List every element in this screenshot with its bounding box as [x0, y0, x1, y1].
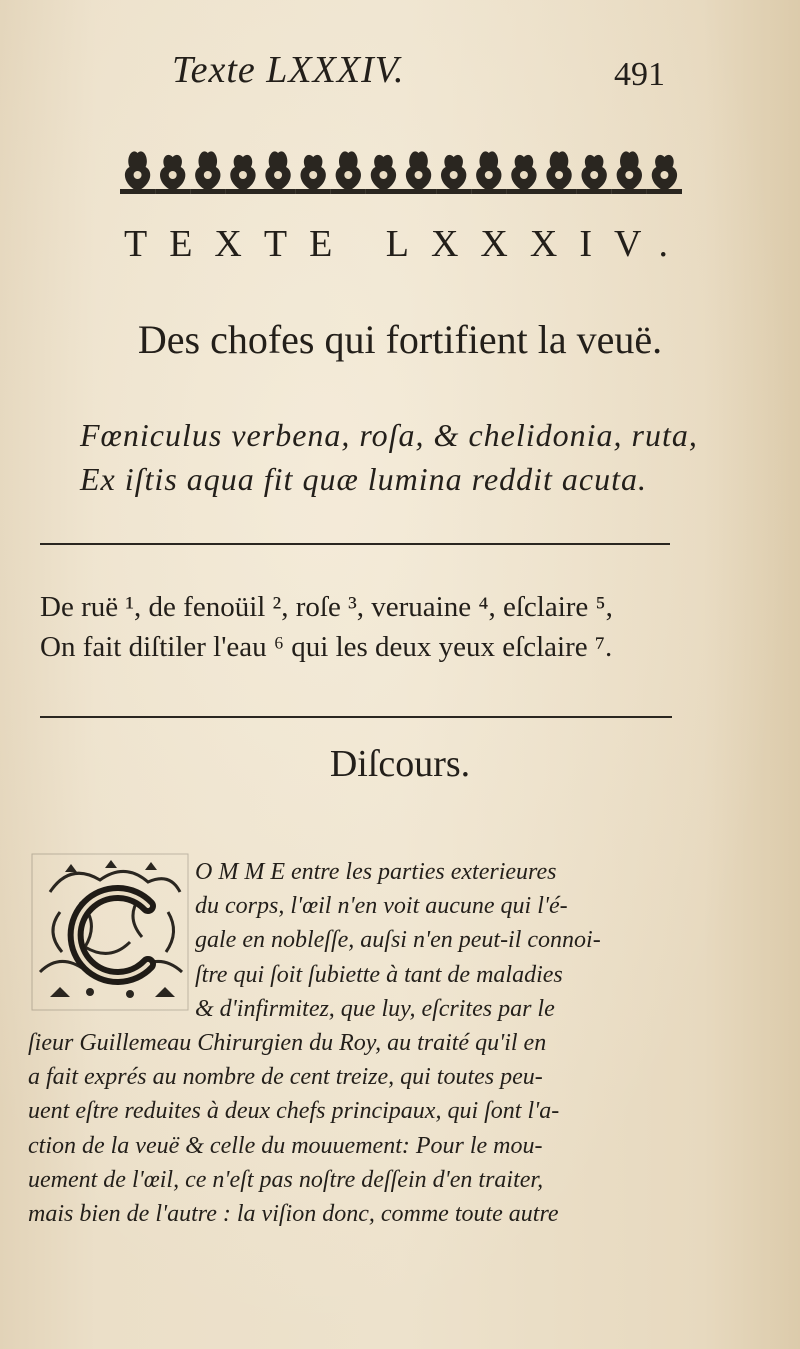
fleuron-motif — [542, 151, 577, 194]
fleuron-motif — [436, 155, 471, 194]
body-line: du corps, l'œil n'en voit aucune qui l'é- — [195, 893, 568, 920]
latin-verse-line: Fœniculus verbena, roſa, & chelidonia, ruta, — [80, 417, 698, 453]
body-line: ſieur Guillemeau Chirurgien du Roy, au traité qu'il en — [28, 1030, 547, 1057]
fleuron-band-icon — [120, 145, 682, 195]
horizontal-rule — [40, 716, 672, 718]
body-line: gale en nobleſſe, auſsi n'en peut-il connoi- — [195, 927, 601, 954]
fleuron-motif — [366, 155, 401, 194]
fleuron-motif — [261, 151, 296, 194]
discours-body — [28, 855, 728, 1231]
body-line: uent eſtre reduites à deux chefs principaux, qui ſont l'a- — [28, 1098, 560, 1125]
fleuron-motif — [471, 151, 506, 194]
body-line: ſtre qui ſoit ſubiette à tant de maladies — [195, 961, 563, 988]
latin-verse — [80, 413, 720, 501]
fleuron-motif — [296, 155, 331, 194]
fleuron-motif — [225, 155, 260, 194]
running-head-title: Texte LXXXIV. — [172, 49, 405, 91]
fleuron-motif — [506, 155, 541, 194]
body-line: ction de la veuë & celle du mouuement: Pour le mou- — [28, 1132, 543, 1159]
french-verse-line: De ruë ¹, de fenoüil ², roſe ³, veruaine ⁴, eſclaire ⁵, — [40, 591, 613, 623]
french-verse-line: On fait diſtiler l'eau ⁶ qui les deux yeux eſclaire ⁷. — [40, 631, 613, 663]
fleuron-motif — [120, 151, 155, 194]
page-number: 491 — [614, 56, 665, 93]
horizontal-rule — [40, 543, 670, 545]
body-line: & d'infirmitez, que luy, eſcrites par le — [195, 995, 555, 1022]
french-verse — [40, 587, 720, 667]
discours-heading: Diſcours. — [329, 743, 471, 785]
fleuron-motif — [401, 151, 436, 194]
subtitle: Des chofes qui fortifient la veuë. — [137, 317, 663, 362]
body-line: O M M E entre les parties exterieures — [195, 859, 557, 885]
latin-verse-line: Ex iſtis aqua fit quæ lumina reddit acuta. — [80, 461, 648, 497]
fleuron-motif — [577, 155, 612, 194]
body-line: mais bien de l'autre : la viſion donc, comme toute autre — [28, 1201, 559, 1228]
fleuron-motif — [647, 155, 682, 194]
body-line: a fait exprés au nombre de cent treize, qui toutes peu- — [28, 1064, 543, 1091]
fleuron-motif — [155, 155, 190, 194]
fleuron-motif — [331, 151, 366, 194]
section-title: TEXTE LXXXIV. — [123, 223, 691, 265]
fleuron-motif — [612, 151, 647, 194]
fleuron-motif — [190, 151, 225, 194]
body-line: uement de l'œil, ce n'eſt pas noſtre deſſein d'en traiter, — [28, 1166, 544, 1193]
running-head — [0, 48, 800, 98]
